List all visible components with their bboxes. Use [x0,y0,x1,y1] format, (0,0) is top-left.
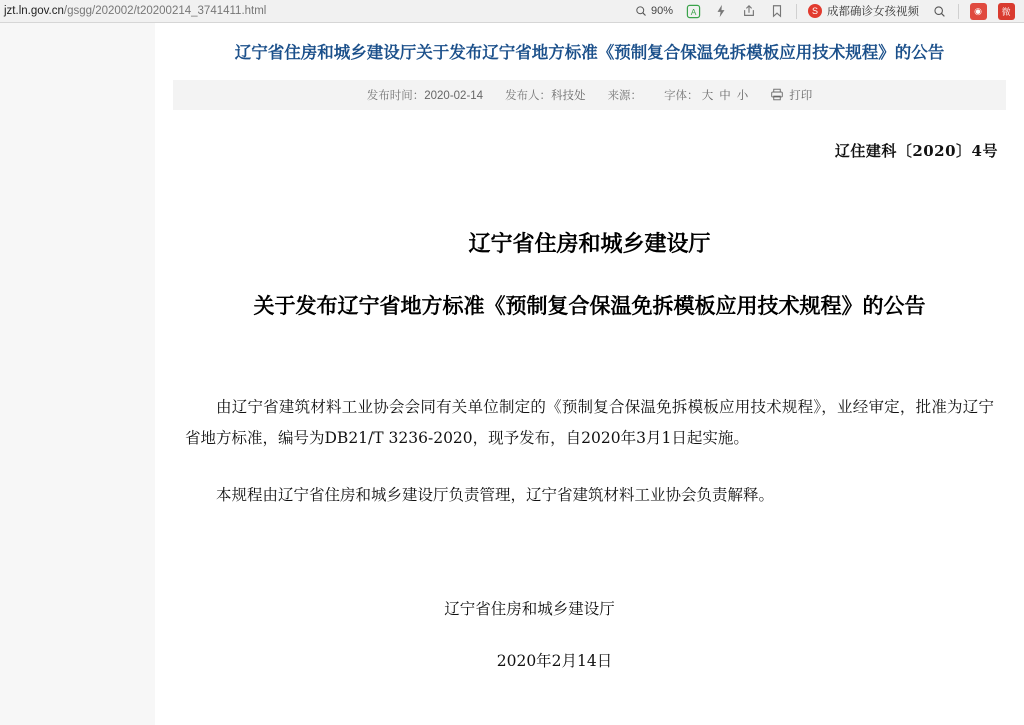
font-size-control [664,87,748,103]
document-meta-bar [173,80,1006,110]
search-icon [933,5,946,18]
lightning-icon [714,4,728,18]
page-viewport [0,23,1024,725]
document-page [155,23,1024,725]
toolbar-divider-2 [958,4,959,19]
extension-button-2[interactable] [992,1,1020,22]
font-size-large[interactable]: 大 [701,89,714,102]
video-notification-chip[interactable] [802,3,925,19]
printer-icon [770,88,784,101]
publish-time [367,87,483,103]
issuing-authority-heading: 辽宁省住房和城乡建设厅 [468,231,711,257]
toolbar-divider [796,4,797,19]
document-header [155,23,1024,66]
zoom-control[interactable] [629,1,679,22]
font-size-small[interactable]: 小 [736,89,749,102]
signature-authority: 辽宁省住房和城乡建设厅 [444,599,615,618]
browser-toolbar [0,0,1024,23]
print-button[interactable] [770,87,812,103]
author-label: 发布人： [505,89,552,102]
bookmark-icon [770,4,784,18]
font-size-label: 字体： [664,89,699,102]
font-size-medium[interactable]: 中 [719,89,731,102]
magnifier-icon [635,5,647,17]
url-host: jzt.ln.gov.cn [4,5,64,17]
translate-button[interactable] [679,1,707,22]
zoom-level-label: 90% [650,5,673,17]
body-paragraph-1: 由辽宁省建筑材料工业协会会同有关单位制定的《预制复合保温免拆模板应用技术规程》，业经审定，批准为辽宁省地方标准，编号为DB21/T 3236-2020，现予发布，自2020年3月1日起实施。 [185,397,994,447]
extension-red-2-icon: 微 [998,3,1015,20]
share-button[interactable] [735,1,763,22]
share-icon [742,4,756,18]
toolbar-actions [629,1,1024,22]
source [608,87,643,103]
signature-date: 2020年2月14日 [496,651,613,670]
body-paragraph-2: 本规程由辽宁省住房和城乡建设厅负责管理，辽宁省建筑材料工业协会负责解释。 [216,485,775,504]
svg-text:A: A [690,6,696,17]
publish-time-value: 2020-02-14 [424,89,484,102]
document-number: 辽住建科〔2020〕4号 [834,141,998,160]
publish-time-label: 发布时间： [366,89,425,102]
bookmark-button[interactable] [763,1,791,22]
page-title: 辽宁省住房和城乡建设厅关于发布辽宁省地方标准《预制复合保温免拆模板应用技术规程》的公告 [234,43,945,62]
address-bar[interactable] [0,5,266,17]
author [505,87,586,103]
extension-button-1[interactable] [964,1,992,22]
author-value: 科技处 [551,89,586,102]
speed-button[interactable] [707,1,735,22]
url-path: /gsgg/202002/t20200214_3741411.html [63,5,267,17]
translate-icon [686,4,701,19]
extension-red-icon: ◉ [970,3,987,20]
video-badge-icon: S [808,4,822,18]
source-label: 来源： [607,89,643,102]
video-chip-label: 成都确诊女孩视频 [827,6,919,18]
announcement-heading: 关于发布辽宁省地方标准《预制复合保温免拆模板应用技术规程》的公告 [253,293,926,318]
print-label: 打印 [789,89,813,102]
search-button[interactable] [925,1,953,22]
